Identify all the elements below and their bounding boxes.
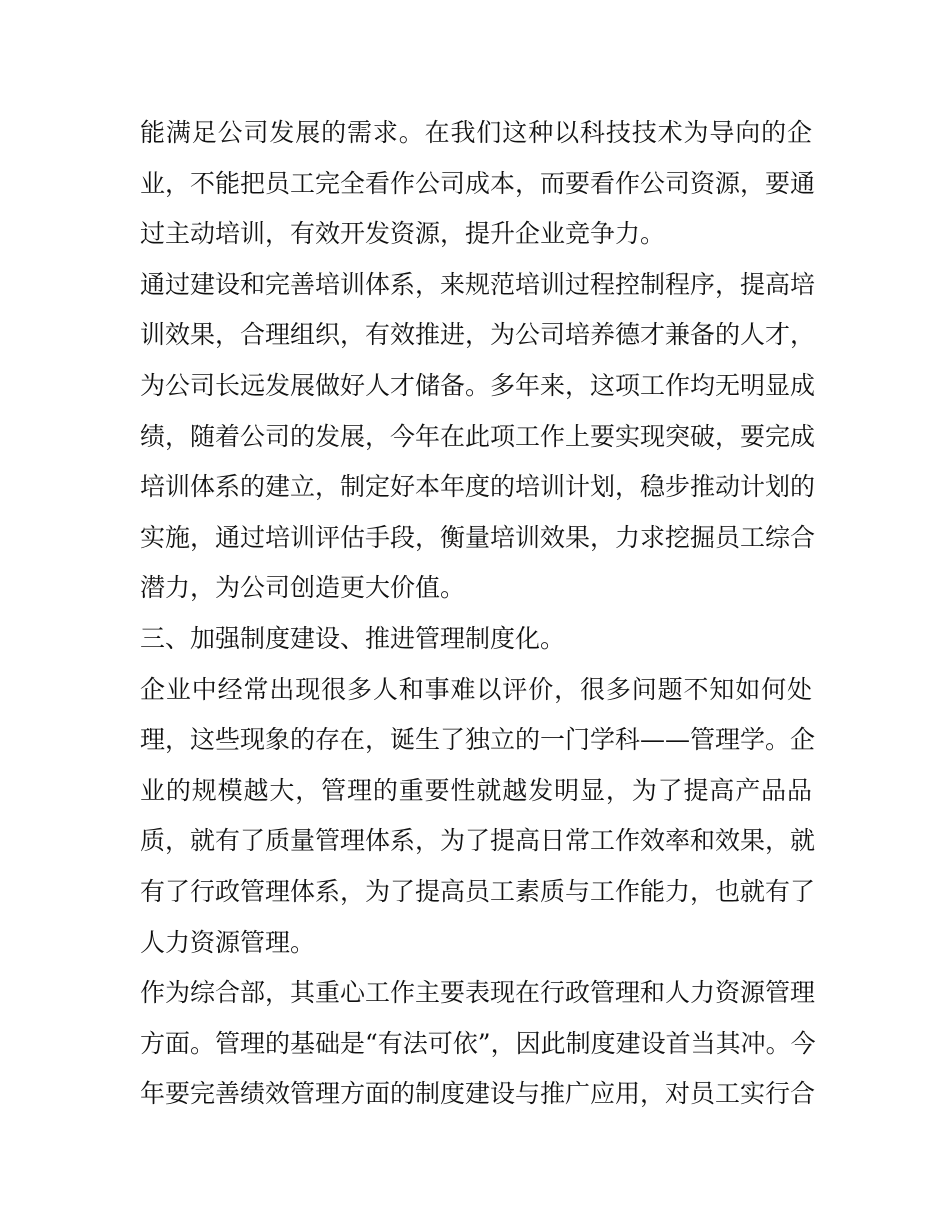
text-line: 实施，通过培训评估手段，衡量培训效果，力求挖掘员工综合 [140, 522, 816, 552]
text-line: 过主动培训，有效开发资源，提升企业竞争力。 [140, 219, 666, 249]
text-line: 业，不能把员工完全看作公司成本，而要看作公司资源，要通 [140, 168, 816, 198]
text-line: 理，这些现象的存在，诞生了独立的一门学科——管理学。企 [140, 725, 816, 755]
text-line: 业的规模越大，管理的重要性就越发明显，为了提高产品品 [140, 775, 812, 805]
text-line: 企业中经常出现很多人和事难以评价，很多问题不知如何处 [140, 674, 812, 704]
text-line: 方面。管理的基础是“有法可依”，因此制度建设首当其冲。今 [140, 1028, 816, 1058]
section-heading: 三、加强制度建设、推进管理制度化。 [140, 623, 566, 653]
body-text [140, 108, 816, 1120]
text-line: 年要完善绩效管理方面的制度建设与推广应用，对员工实行合 [140, 1079, 816, 1109]
text-line: 绩，随着公司的发展，今年在此项工作上要实现突破，要完成 [140, 421, 816, 451]
text-line: 能满足公司发展的需求。在我们这种以科技技术为导向的企 [140, 118, 812, 147]
text-line: 通过建设和完善培训体系，来规范培训过程控制程序，提高培 [140, 269, 816, 299]
text-line: 有了行政管理体系，为了提高员工素质与工作能力，也就有了 [140, 876, 816, 906]
text-line: 为公司长远发展做好人才储备。多年来，这项工作均无明显成 [140, 370, 816, 400]
text-line: 潜力，为公司创造更大价值。 [140, 573, 466, 603]
text-line: 人力资源管理。 [140, 927, 316, 957]
text-line: 作为综合部，其重心工作主要表现在行政管理和人力资源管理 [140, 978, 816, 1008]
text-line: 培训体系的建立，制定好本年度的培训计划，稳步推动计划的 [140, 472, 816, 502]
text-line: 质，就有了质量管理体系，为了提高日常工作效率和效果，就 [140, 826, 816, 856]
text-line: 训效果，合理组织，有效推进，为公司培养德才兼备的人才， [140, 320, 816, 350]
